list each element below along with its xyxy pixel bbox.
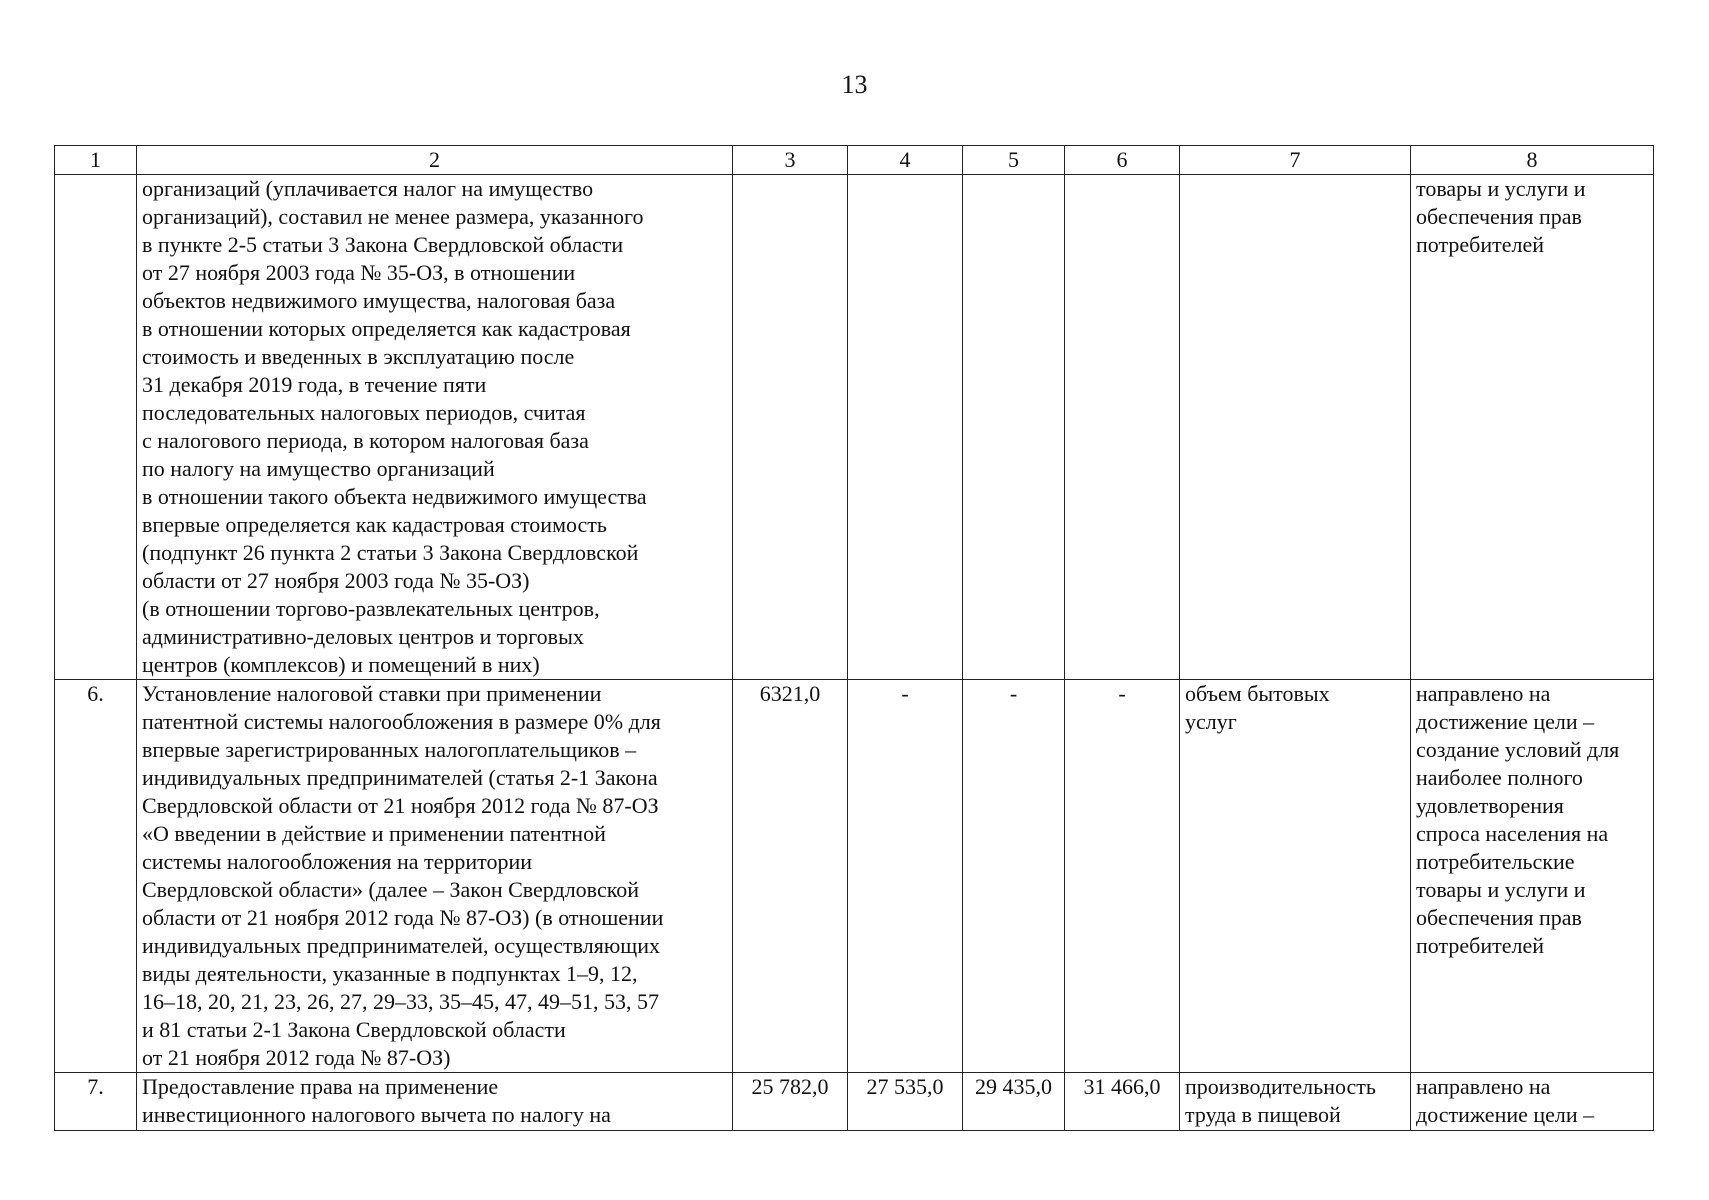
value-col-4: - bbox=[848, 680, 963, 1073]
value-col-3 bbox=[733, 175, 848, 680]
assessment-note: направлено на достижение цели – bbox=[1411, 1073, 1654, 1131]
measure-description: Установление налоговой ставки при применении патентной системы налогообложения в размере 0% для впервые зарегистрированных налогоплательщиков – индивидуальных предпринимателей (статья 2-1 Закона Свердловской области от 21 ноября 2012 года № 87-ОЗ «О введении в действие и применении патентной системы налогообложения на территории Свердловской области» (далее – Закон Свердловской области от 21 ноября 2012 года № 87-ОЗ) (в отношении индивидуальных предпринимателей, осуществляющих виды деятельности, указанные в подпунктах 1–9, 12, 16–18, 20, 21, 23, 26, 27, 29–33, 35–45, 47, 49–51, 53, 57 и 81 статьи 2-1 Закона Свердловской области от 21 ноября 2012 года № 87-ОЗ) bbox=[137, 680, 733, 1073]
value-col-4: 27 535,0 bbox=[848, 1073, 963, 1131]
row-number: 6. bbox=[55, 680, 137, 1073]
measure-description: организаций (уплачивается налог на имущество организаций), составил не менее размера, указанного в пункте 2-5 статьи 3 Закона Свердловской области от 27 ноября 2003 года № 35-ОЗ, в отношении объектов недвижимого имущества, налоговая база в отношении которых определяется как кадастровая стоимость и введенных в эксплуатацию после 31 декабря 2019 года, в течение пяти последовательных налоговых периодов, считая с налогового периода, в котором налоговая база по налогу на имущество организаций в отношении такого объекта недвижимого имущества впервые определяется как кадастровая стоимость (подпункт 26 пункта 2 статьи 3 Закона Свердловской области от 27 ноября 2003 года № 35-ОЗ) (в отношении торгово-развлекательных центров, административно-деловых центров и торговых центров (комплексов) и помещений в них) bbox=[137, 175, 733, 680]
row-number bbox=[55, 175, 137, 680]
column-header-5: 5 bbox=[963, 146, 1065, 175]
table-row-continued bbox=[55, 175, 1654, 680]
column-header-7: 7 bbox=[1180, 146, 1411, 175]
value-col-6: - bbox=[1065, 680, 1180, 1073]
indicator: объем бытовых услуг bbox=[1180, 680, 1411, 1073]
value-col-3: 25 782,0 bbox=[733, 1073, 848, 1131]
value-col-6 bbox=[1065, 175, 1180, 680]
column-header-4: 4 bbox=[848, 146, 963, 175]
column-header-3: 3 bbox=[733, 146, 848, 175]
column-header-6: 6 bbox=[1065, 146, 1180, 175]
page-number: 13 bbox=[841, 70, 868, 99]
value-col-5 bbox=[963, 175, 1065, 680]
column-header-2: 2 bbox=[137, 146, 733, 175]
measure-description: Предоставление права на применение инвестиционного налогового вычета по налогу на bbox=[137, 1073, 733, 1131]
column-number-header-row bbox=[55, 146, 1654, 175]
column-header-8: 8 bbox=[1411, 146, 1654, 175]
indicator bbox=[1180, 175, 1411, 680]
table-row-6 bbox=[55, 680, 1654, 1073]
row-number: 7. bbox=[55, 1073, 137, 1131]
assessment-note: товары и услуги и обеспечения прав потребителей bbox=[1411, 175, 1654, 680]
tax-expenditure-table bbox=[54, 145, 1654, 1131]
value-col-4 bbox=[848, 175, 963, 680]
value-col-5: - bbox=[963, 680, 1065, 1073]
value-col-6: 31 466,0 bbox=[1065, 1073, 1180, 1131]
indicator: производительность труда в пищевой bbox=[1180, 1073, 1411, 1131]
assessment-note: направлено на достижение цели – создание условий для наиболее полного удовлетворения спроса населения на потребительские товары и услуги и обеспечения прав потребителей bbox=[1411, 680, 1654, 1073]
table-row-7 bbox=[55, 1073, 1654, 1131]
value-col-5: 29 435,0 bbox=[963, 1073, 1065, 1131]
column-header-1: 1 bbox=[55, 146, 137, 175]
value-col-3: 6321,0 bbox=[733, 680, 848, 1073]
